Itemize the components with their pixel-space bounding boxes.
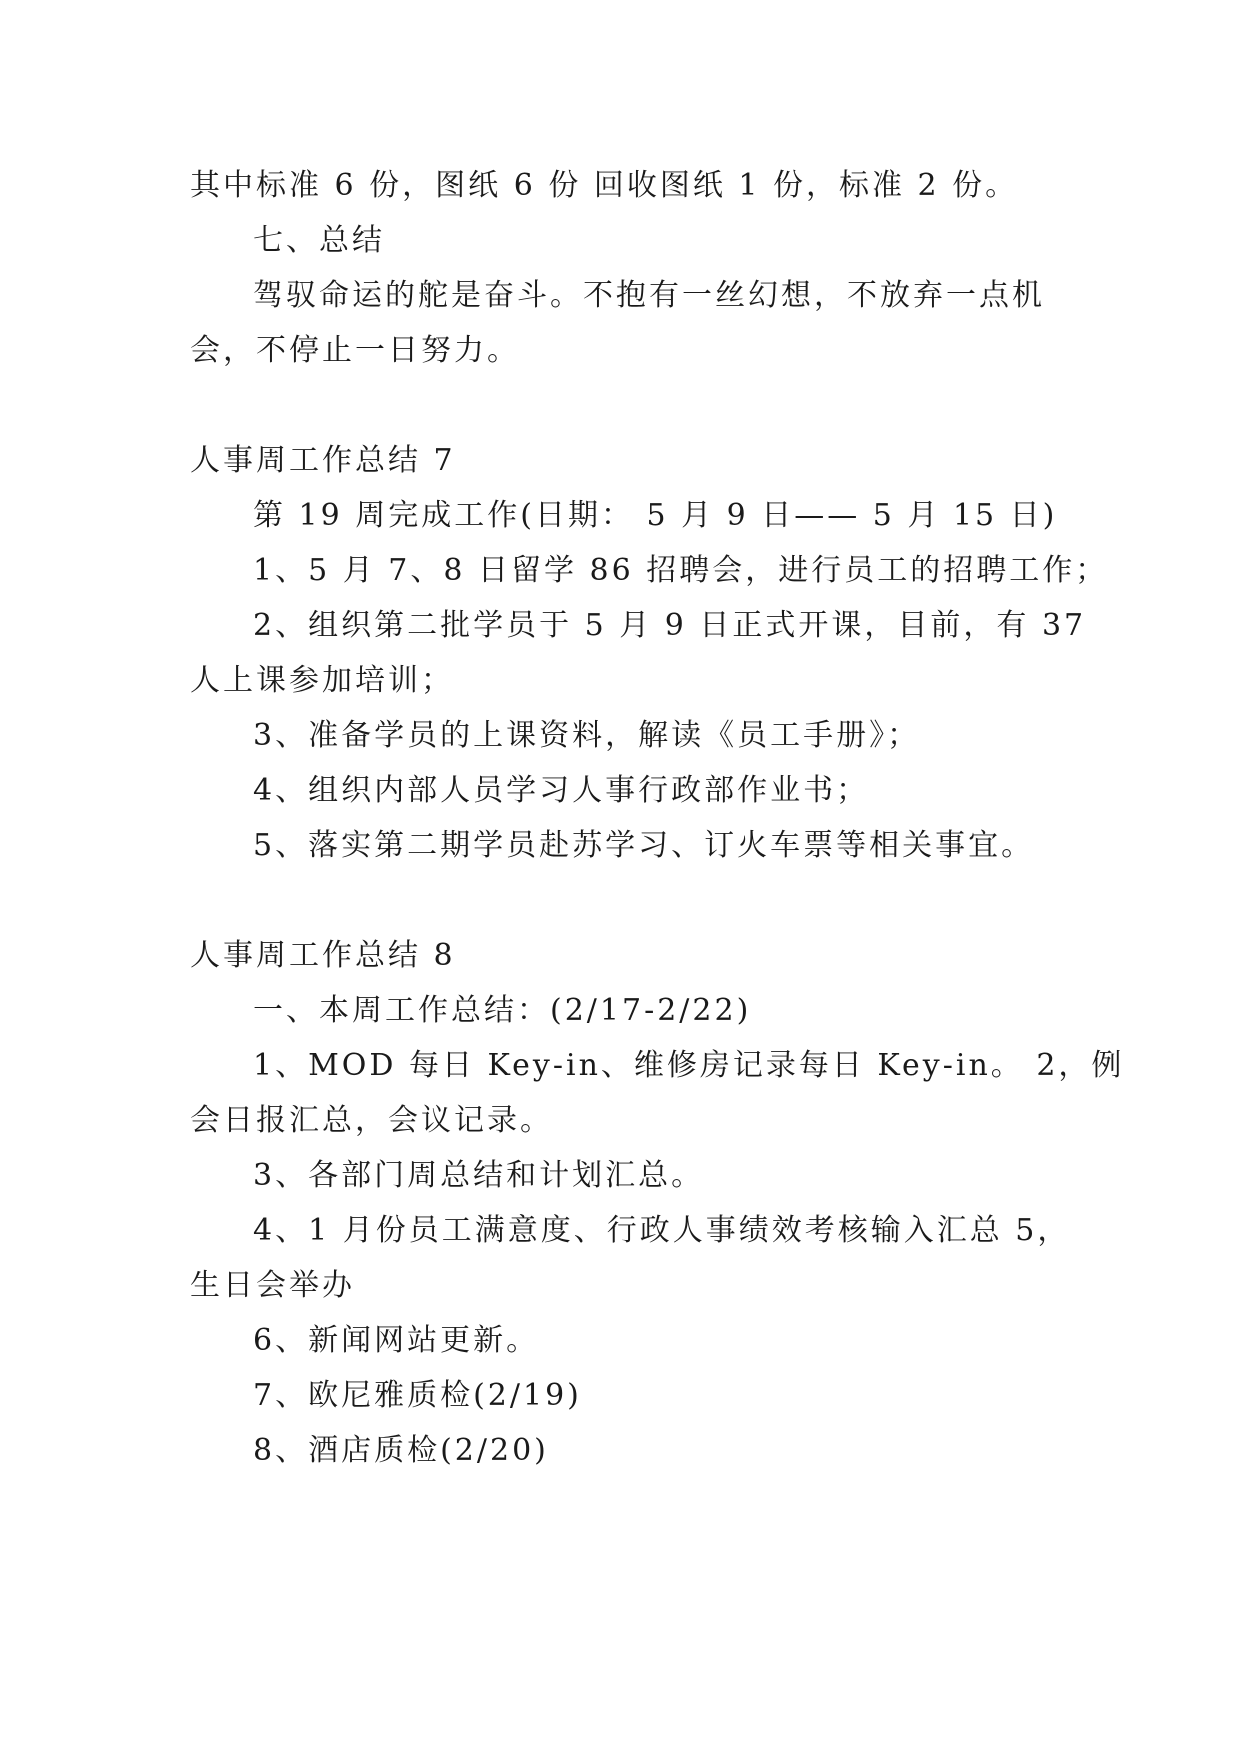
list-item: 5、落实第二期学员赴苏学习、订火车票等相关事宜。 [253,828,1035,863]
list-item: 4、1 月份员工满意度、行政人事绩效考核输入汇总 5， [253,1213,1071,1248]
list-item: 8、酒店质检(2/20) [253,1433,549,1468]
list-item: 1、5 月 7、8 日留学 86 招聘会，进行员工的招聘工作； [253,553,1109,588]
list-item: 1、MOD 每日 Key-in、维修房记录每日 Key-in。 2，例 [253,1048,1125,1083]
section-heading: 七、总结 [253,223,385,258]
text-line: 会，不停止一日努力。 [190,333,520,368]
text-line: 生日会举办 [190,1268,355,1303]
text-line: 驾驭命运的舵是奋斗。不抱有一丝幻想，不放弃一点机 [253,278,1045,313]
list-item: 7、欧尼雅质检(2/19) [253,1378,582,1413]
text-line: 会日报汇总，会议记录。 [190,1103,553,1138]
list-item: 4、组织内部人员学习人事行政部作业书； [253,773,870,808]
list-item: 3、各部门周总结和计划汇总。 [253,1158,705,1193]
text-line: 第 19 周完成工作(日期： 5 月 9 日—— 5 月 15 日) [253,498,1058,533]
text-line: 人上课参加培训； [190,663,454,698]
list-item: 6、新闻网站更新。 [253,1323,540,1358]
section-title: 人事周工作总结 8 [190,938,456,973]
text-line: 一、本周工作总结：(2/17-2/22) [253,993,752,1028]
list-item: 2、组织第二批学员于 5 月 9 日正式开课，目前，有 37 [253,608,1087,643]
text-line: 其中标准 6 份，图纸 6 份 回收图纸 1 份，标准 2 份。 [190,168,1019,203]
list-item: 3、准备学员的上课资料，解读《员工手册》； [253,718,921,753]
section-title: 人事周工作总结 7 [190,443,456,478]
